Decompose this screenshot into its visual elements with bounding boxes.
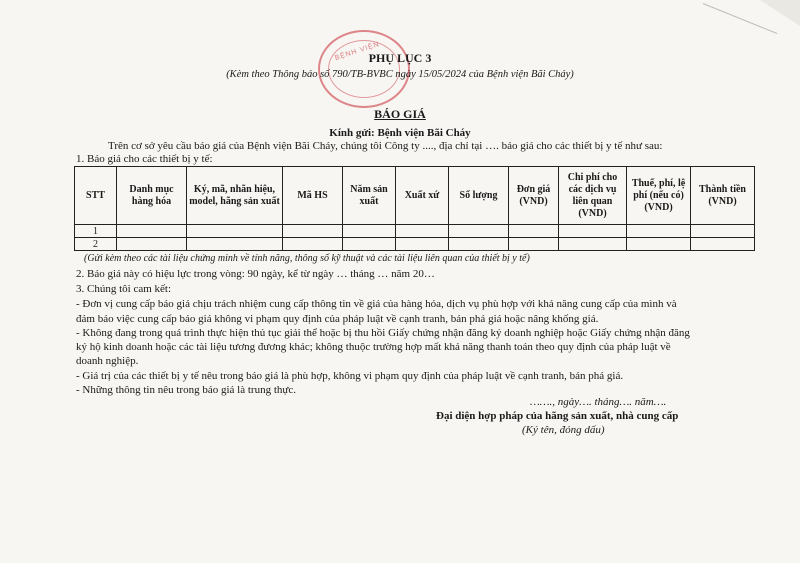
table-row [75,225,755,238]
table-cell [627,238,691,251]
commitment-2-line-2: ký hộ kinh doanh hoặc các tài liệu tương đương khác; không thuộc trường hợp mất khả năng thanh toán theo quy định của pháp luật về [76,341,671,353]
col-header-tax: Thuế, phí, lệ phí (nếu có) (VND) [627,167,691,225]
table-cell [283,238,343,251]
intro-paragraph: Trên cơ sở yêu cầu báo giá của Bệnh viện Bãi Cháy, chúng tôi Công ty ...., địa chỉ tại …. báo giá cho các thiết bị y tế như sau: [108,140,663,152]
table-row [75,238,755,251]
commitment-1-line-2: đảm bảo việc cung cấp báo giá không vi phạm quy định của pháp luật về cạnh tranh, bán phá giá hoặc nâng khống giá. [76,313,599,325]
table-cell [396,225,449,238]
table-cell [449,238,509,251]
col-header-stt: STT [75,167,117,225]
table-cell [187,238,283,251]
table-cell [559,225,627,238]
signature-date-line: ……., ngày…. tháng…. năm…. [530,396,667,408]
commitment-2-line-3: doanh nghiệp. [76,355,139,367]
commitment-2-line-1: - Không đang trong quá trình thực hiện thủ tục giải thể hoặc bị thu hồi Giấy chứng nhận đăng ký doanh nghiệp hoặc Giấy chứng nhận đăng [76,327,690,339]
table-cell [283,225,343,238]
col-header-quantity: Số lượng [449,167,509,225]
recipient-line: Kính gửi: Bệnh viện Bãi Cháy [329,127,471,139]
col-header-service-cost: Chi phí cho các dịch vụ liên quan (VND) [559,167,627,225]
table-cell [117,225,187,238]
commitment-1-line-1: - Đơn vị cung cấp báo giá chịu trách nhiệm cung cấp thông tin về giá của hàng hóa, dịch vụ phù hợp với khả năng cung cấp của mình và [76,298,677,310]
table-note: (Gửi kèm theo các tài liệu chứng minh về tính năng, thông số kỹ thuật và các tài liệu liên quan của thiết bị y tế) [84,253,530,264]
commitment-4: - Những thông tin nêu trong báo giá là trung thực. [76,384,296,396]
table-cell: 2 [75,238,117,251]
table-cell [449,225,509,238]
col-header-total: Thành tiền (VND) [691,167,755,225]
col-header-hs-code: Mã HS [283,167,343,225]
col-header-item: Danh mục hàng hóa [117,167,187,225]
commitment-3: - Giá trị của các thiết bị y tế nêu trong báo giá là phù hợp, không vi phạm quy định của pháp luật về cạnh tranh, bán phá giá. [76,370,624,382]
col-header-brand-model: Ký, mã, nhãn hiệu, model, hãng sản xuất [187,167,283,225]
table-cell [187,225,283,238]
table-cell [509,225,559,238]
table-cell [343,238,396,251]
table-cell [627,225,691,238]
section-2-validity: 2. Báo giá này có hiệu lực trong vòng: 90 ngày, kể từ ngày … tháng … năm 20… [76,268,435,280]
appendix-title: PHỤ LỤC 3 [368,51,432,65]
section-3-heading: 3. Chúng tôi cam kết: [76,283,172,295]
table-cell [691,238,755,251]
table-cell [509,238,559,251]
table-cell [559,238,627,251]
appendix-subtitle: (Kèm theo Thông báo số 790/TB-BVBC ngày 15/05/2024 của Bệnh viện Bãi Cháy) [226,69,574,80]
table-cell [343,225,396,238]
col-header-unit-price: Đơn giá (VND) [509,167,559,225]
table-header-row [75,167,755,225]
signature-representative: Đại diện hợp pháp của hãng sản xuất, nhà cung cấp [436,410,679,422]
section-1-heading: 1. Báo giá cho các thiết bị y tế: [76,153,213,165]
table-cell [396,238,449,251]
table-cell [117,238,187,251]
table-cell: 1 [75,225,117,238]
col-header-year: Năm sản xuất [343,167,396,225]
stamp-text: BỆNH VIỆN [334,40,381,63]
quote-table [74,166,755,251]
col-header-origin: Xuất xứ [396,167,449,225]
document-title: BÁO GIÁ [374,107,426,121]
page-corner-fold [760,0,800,26]
table-cell [691,225,755,238]
signature-note: (Ký tên, đóng dấu) [522,424,605,436]
